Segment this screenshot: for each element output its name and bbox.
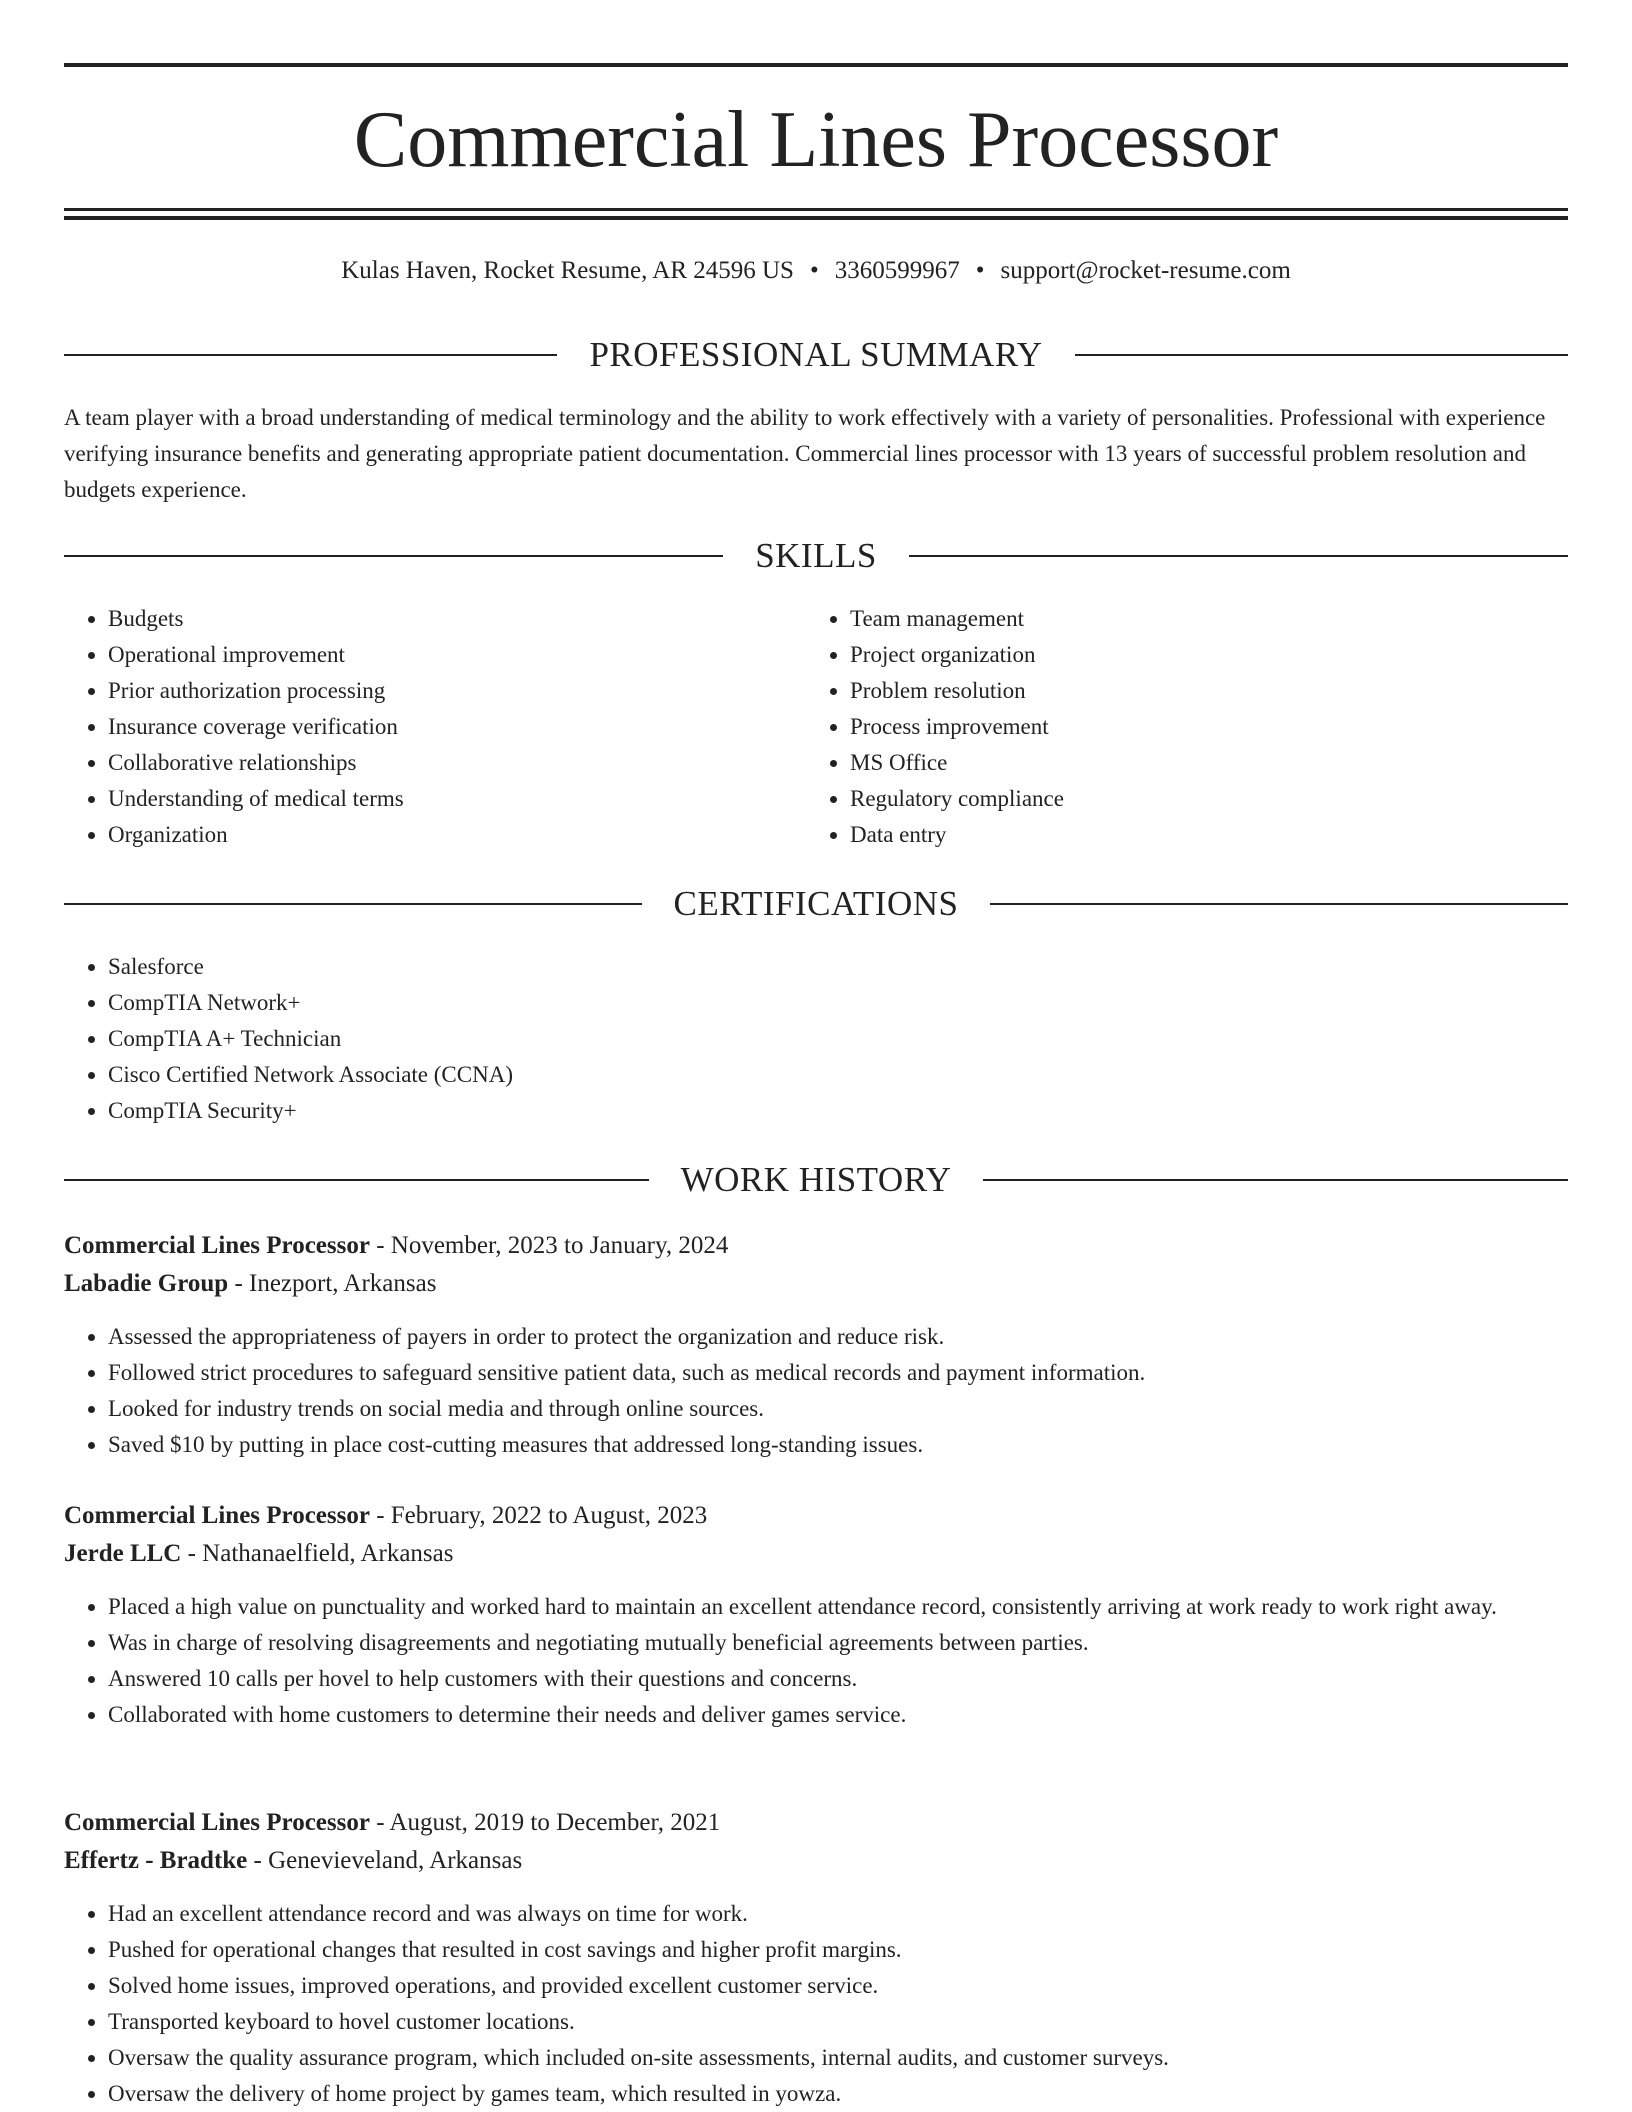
list-item: • Insurance coverage verification xyxy=(108,709,806,745)
list-item: • Answered 10 calls per hovel to help customers with their questions and concerns. xyxy=(108,1661,1568,1697)
list-item: • Operational improvement xyxy=(108,637,806,673)
list-item: • Solved home issues, improved operations, and provided excellent customer service. xyxy=(108,1968,1568,2004)
job-location: - Nathanaelfield, Arkansas xyxy=(181,1540,454,1567)
list-item: • Collaborative relationships xyxy=(108,745,806,781)
list-item: • Problem resolution xyxy=(850,673,1548,709)
job-entry xyxy=(64,1497,1568,1733)
list-item: • Placed a high value on punctuality and worked hard to maintain an excellent attendance record, consistently arriving at work ready to work right away. xyxy=(108,1589,1568,1625)
heading-rule-right xyxy=(909,555,1568,557)
list-item: • Data entry xyxy=(850,817,1548,853)
job-bullets xyxy=(64,1319,1568,1463)
job-entry xyxy=(64,1804,1568,2112)
heading-rule-left xyxy=(64,354,557,356)
list-item: • Team management xyxy=(850,601,1548,637)
list-item: • Followed strict procedures to safeguard sensitive patient data, such as medical records and payment information. xyxy=(108,1355,1568,1391)
skills-column-right xyxy=(806,601,1548,853)
job-company-line xyxy=(64,1265,1568,1303)
list-item: • Saved $10 by putting in place cost-cutting measures that addressed long-standing issues. xyxy=(108,1427,1568,1463)
list-item: • Salesforce xyxy=(108,949,1568,985)
certifications-list xyxy=(64,949,1568,1129)
job-location: - Genevieveland, Arkansas xyxy=(247,1847,523,1874)
section-heading-work-history xyxy=(64,1158,1568,1202)
list-item: • Prior authorization processing xyxy=(108,673,806,709)
heading-rule-left xyxy=(64,555,723,557)
contact-email: support@rocket-resume.com xyxy=(1000,257,1291,284)
section-heading-certifications xyxy=(64,882,1568,926)
list-item: • Budgets xyxy=(108,601,806,637)
contact-phone: 3360599967 xyxy=(834,257,960,284)
list-item: • Collaborated with home customers to determine their needs and deliver games service. xyxy=(108,1697,1568,1733)
job-dates: - November, 2023 to January, 2024 xyxy=(369,1232,729,1259)
job-title-line xyxy=(64,1497,1568,1535)
list-item: • Assessed the appropriateness of payers in order to protect the organization and reduce risk. xyxy=(108,1319,1568,1355)
heading-rule-right xyxy=(1075,354,1568,356)
title-rule-lower xyxy=(64,216,1568,220)
job-entry xyxy=(64,1227,1568,1463)
list-item: • Process improvement xyxy=(850,709,1548,745)
section-title: SKILLS xyxy=(755,536,877,575)
heading-rule-right xyxy=(983,1179,1568,1181)
list-item: • Was in charge of resolving disagreements and negotiating mutually beneficial agreements between parties. xyxy=(108,1625,1568,1661)
list-item: • Oversaw the quality assurance program, which included on-site assessments, internal audits, and customer surveys. xyxy=(108,2040,1568,2076)
skills-column-left xyxy=(64,601,806,853)
list-item: • Looked for industry trends on social media and through online sources. xyxy=(108,1391,1568,1427)
resume-title: Commercial Lines Processor xyxy=(353,96,1279,184)
list-item: • Understanding of medical terms xyxy=(108,781,806,817)
job-dates: - February, 2022 to August, 2023 xyxy=(369,1502,708,1529)
list-item: • CompTIA Network+ xyxy=(108,985,1568,1021)
job-title: Commercial Lines Processor xyxy=(64,1232,370,1259)
heading-rule-right xyxy=(990,903,1568,905)
section-heading-skills xyxy=(64,534,1568,578)
job-title: Commercial Lines Processor xyxy=(64,1502,370,1529)
list-item: • Oversaw the delivery of home project by games team, which resulted in yowza. xyxy=(108,2076,1568,2112)
job-bullets xyxy=(64,1896,1568,2112)
contact-separator: • xyxy=(809,257,819,284)
list-item: • Project organization xyxy=(850,637,1548,673)
job-title-line xyxy=(64,1227,1568,1265)
job-company: Labadie Group xyxy=(64,1270,229,1297)
job-company-line xyxy=(64,1535,1568,1573)
heading-rule-left xyxy=(64,903,642,905)
list-item: • CompTIA Security+ xyxy=(108,1093,1568,1129)
section-heading-summary xyxy=(64,333,1568,377)
job-title-line xyxy=(64,1804,1568,1842)
list-item: • Had an excellent attendance record and was always on time for work. xyxy=(108,1896,1568,1932)
job-location: - Inezport, Arkansas xyxy=(228,1270,437,1297)
job-bullets xyxy=(64,1589,1568,1733)
job-company: Jerde LLC xyxy=(64,1540,182,1567)
list-item: • Regulatory compliance xyxy=(850,781,1548,817)
job-company: Effertz - Bradtke xyxy=(64,1847,248,1874)
skills-grid xyxy=(64,601,1568,853)
contact-line xyxy=(64,254,1568,288)
section-title: CERTIFICATIONS xyxy=(673,884,959,923)
job-dates: - August, 2019 to December, 2021 xyxy=(369,1809,721,1836)
summary-text: A team player with a broad understanding of medical terminology and the ability to work effectively with a variety of personalities. Professional with experience verifying insurance benefits and generating appropriate patient documentation. Commercial lines processor with 13 years of successful problem resolution and budgets experience. xyxy=(64,405,1546,502)
list-item: • Cisco Certified Network Associate (CCNA) xyxy=(108,1057,1568,1093)
job-company-line xyxy=(64,1842,1568,1880)
top-rule xyxy=(64,63,1568,67)
section-title: PROFESSIONAL SUMMARY xyxy=(589,335,1043,374)
list-item: • CompTIA A+ Technician xyxy=(108,1021,1568,1057)
title-rule-upper xyxy=(64,208,1568,211)
list-item: • Organization xyxy=(108,817,806,853)
contact-separator: • xyxy=(975,257,985,284)
heading-rule-left xyxy=(64,1179,649,1181)
certifications-block xyxy=(64,949,1568,1129)
list-item: • Pushed for operational changes that resulted in cost savings and higher profit margins. xyxy=(108,1932,1568,1968)
contact-address: Kulas Haven, Rocket Resume, AR 24596 US xyxy=(341,257,794,284)
list-item: • Transported keyboard to hovel customer locations. xyxy=(108,2004,1568,2040)
list-item: • MS Office xyxy=(850,745,1548,781)
skills-list-left xyxy=(64,601,806,853)
job-title: Commercial Lines Processor xyxy=(64,1809,370,1836)
section-title: WORK HISTORY xyxy=(680,1160,952,1199)
skills-list-right xyxy=(806,601,1548,853)
